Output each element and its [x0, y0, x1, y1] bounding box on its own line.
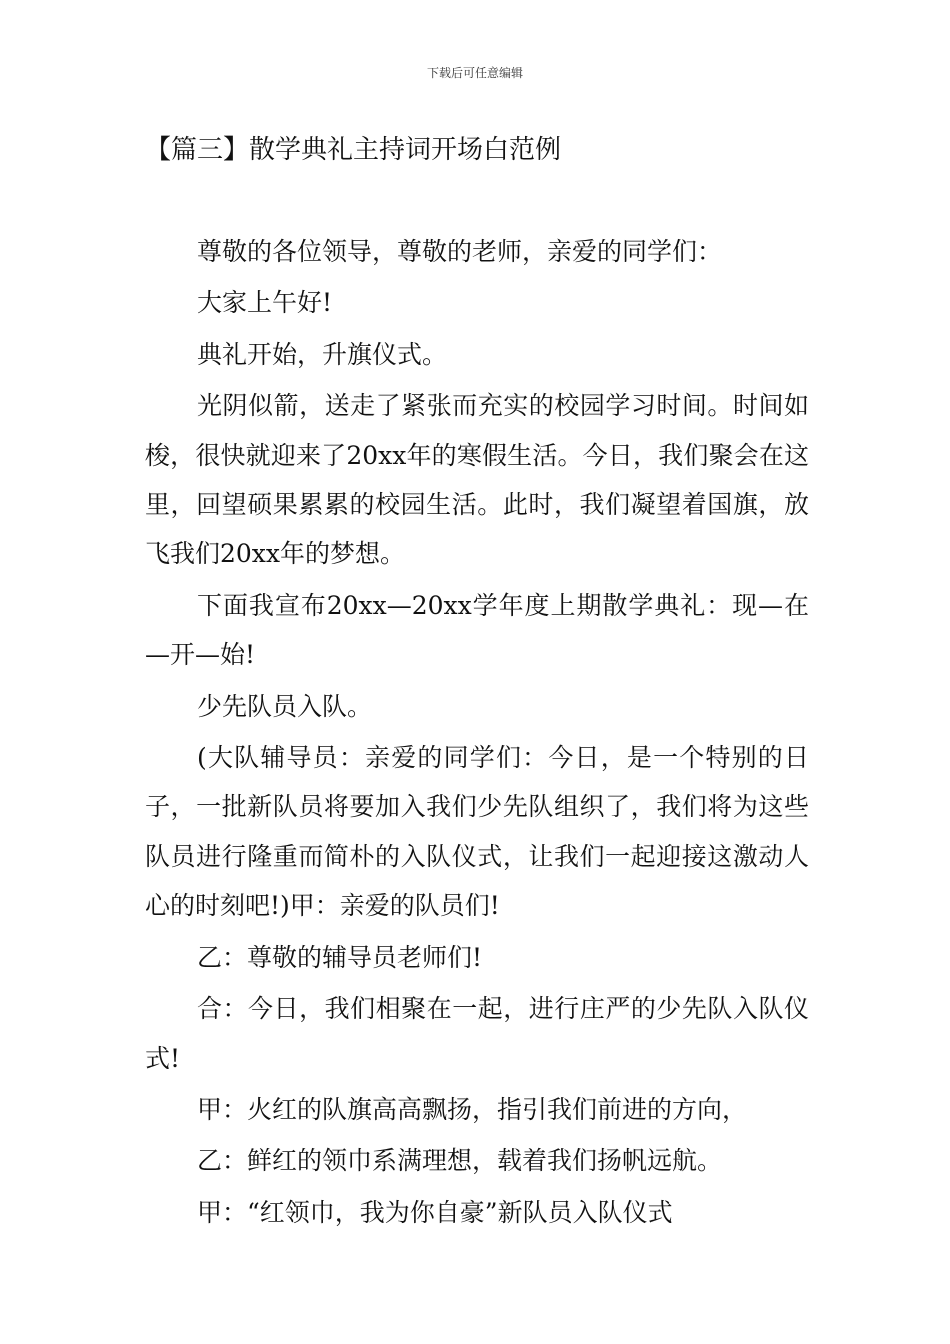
paragraph-join-team: 少先队员入队。: [197, 691, 373, 721]
paragraph-ceremony-start: 典礼开始，升旗仪式。: [197, 339, 448, 369]
paragraph-b-line-scarf: 乙：鲜红的领巾系满理想，载着我们扬帆远航。: [197, 1146, 723, 1176]
paragraph-greeting: 尊敬的各位领导，尊敬的老师，亲爱的同学们：: [197, 237, 723, 266]
page-header-note: 下载后可任意编辑: [426, 66, 523, 80]
paragraph-b-line: 乙：尊敬的辅导员老师们!: [197, 942, 483, 972]
paragraph-a-line-ceremony: 甲：“红领巾，我为你自豪”新队员入队仪式: [197, 1197, 673, 1227]
paragraph-a-line-flag: 甲：火红的队旗高高飘扬，指引我们前进的方向，: [197, 1094, 748, 1124]
paragraph-together-line: 合：今日，我们相聚在一起，进行庄严的少先队入队仪式!: [145, 994, 809, 1073]
paragraph-time-flies: 光阴似箭，送走了紧张而充实的校园学习时间。时间如梭，很快就迎来了20xx年的寒假生活。今日，我们聚会在这里，回望硕果累累的校园生活。此时，我们凝望着国旗，放飞我们20xx年的梦想。: [145, 391, 809, 569]
document-body: [145, 227, 809, 1239]
document-title: 【篇三】散学典礼主持词开场白范例: [145, 135, 562, 165]
paragraph-announcement: 下面我宣布20xx—20xx学年度上期散学典礼：现—在—开—始!: [145, 590, 809, 670]
paragraph-good-morning: 大家上午好!: [197, 288, 333, 318]
paragraph-counselor-speech: (大队辅导员：亲爱的同学们：今日，是一个特别的日子，一批新队员将要加入我们少先队组织了，我们将为这些队员进行隆重而简朴的入队仪式，让我们一起迎接这激动人心的时刻吧!)甲：亲爱的队员们!: [145, 743, 809, 921]
